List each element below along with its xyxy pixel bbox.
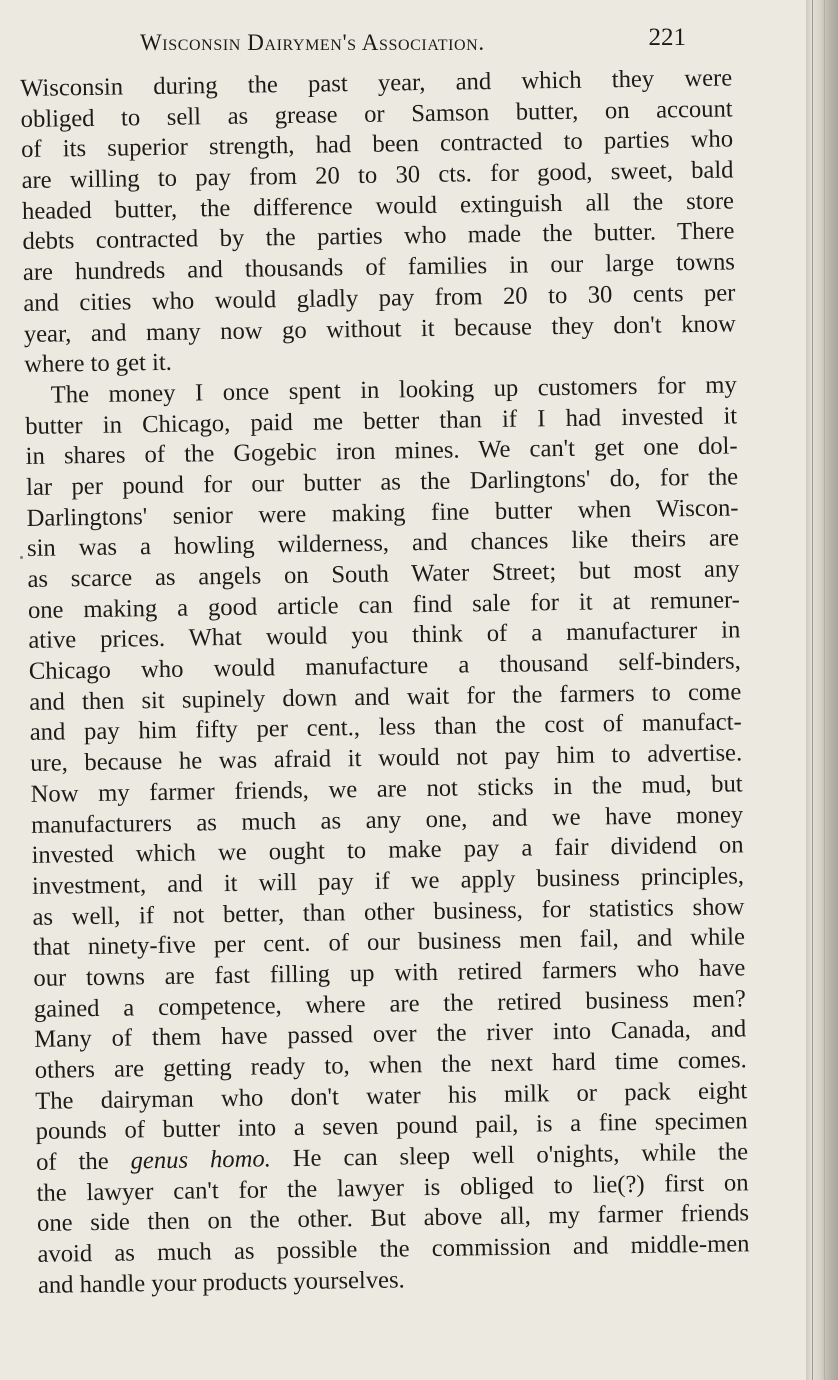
text-line: year, and many now go without it because they don't know — [23, 309, 736, 348]
text-line: in shares of the Gogebic iron mines. We can't get one dol- — [25, 432, 738, 471]
text-line: others are getting ready to, when the next hard time comes. — [34, 1046, 747, 1084]
text-line: and pay him fifty per cent., less than the cost of manufact- — [29, 708, 742, 747]
text-segment: of the — [35, 1147, 131, 1176]
text-line: manufacturers as much as any one, and we have money — [30, 800, 744, 839]
page-edge — [806, 0, 838, 1380]
text-line: butter in Chicago, paid me better than if I had invested it — [25, 401, 738, 440]
text-line: are hundreds and thousands of families in our large towns — [22, 248, 736, 287]
text-line: Many of them have passed over the river into Canada, and — [34, 1015, 747, 1054]
text-line: Darlingtons' senior were making fine butter when Wiscon- — [26, 494, 739, 532]
text-line: are willing to pay from 20 to 30 cts. for good, sweet, bald — [21, 156, 734, 195]
text-line: gained a competence, where are the retired business men? — [33, 984, 746, 1023]
text-line: pounds of butter into a seven pound pail, is a fine specimen — [35, 1107, 748, 1146]
text-line: The money I once spent in looking up customers for my — [50, 371, 737, 409]
text-line: lar per pound for our butter as the Darlingtons' do, for the — [25, 463, 739, 501]
text-line: as scarce as angels on South Water Street; but most any — [27, 555, 740, 593]
text-line: and cities who would gladly pay from 20 to 30 cents per — [23, 279, 736, 317]
text-line: of its superior strength, had been contracted to parties who — [20, 125, 734, 164]
text-line: as well, if not better, than other business, for statistics show — [32, 892, 745, 931]
text-line: headed butter, the difference would extinguish all the store — [21, 187, 735, 225]
text-line: invested which we ought to make pay a fair dividend on — [31, 831, 744, 870]
text-line: sin was a howling wilderness, and chances like theirs are — [26, 524, 740, 563]
text-line: ure, because he was afraid it would not pay him to advertise. — [30, 739, 743, 778]
text-line: where to get it. — [24, 348, 173, 379]
text-line: and handle your products yourselves. — [37, 1266, 405, 1299]
paper-speck — [20, 556, 23, 559]
text-segment: He can sleep well o'nights, while the — [270, 1138, 749, 1173]
text-line: avoid as much as possible the commission and middle-men — [37, 1230, 750, 1268]
text-line: Wisconsin during the past year, and which they were — [20, 64, 733, 102]
body-text — [20, 63, 750, 1301]
text-line: debts contracted by the parties who made the butter. There — [22, 217, 735, 256]
text-line: our towns are fast filling up with retired farmers who have — [33, 954, 746, 992]
text-line: Chicago who would manufacture a thousand self-binders, — [28, 647, 741, 685]
page-header — [140, 24, 700, 64]
page-number: 221 — [648, 24, 686, 51]
text-line: The dairyman who don't water his milk or pack eight — [35, 1077, 748, 1115]
text-line: investment, and it will pay if we apply business principles, — [31, 862, 745, 900]
text-line: ative prices. What would you think of a manufacturer in — [28, 616, 741, 655]
text-line: Now my farmer friends, we are not sticks in the mud, but — [30, 770, 743, 808]
text-line: obliged to sell as grease or Samson butter, on account — [20, 95, 733, 133]
text-line: one side then on the other. But above all, my farmer friends — [36, 1199, 750, 1238]
text-line: one making a good article can find sale for it at remuner- — [27, 586, 741, 624]
text-line: that ninety-five per cent. of our business men fail, and while — [32, 923, 746, 962]
running-head: Wisconsin Dairymen's Association. — [140, 30, 485, 55]
text-line: the lawyer can't for the lawyer is obliged to lie(?) first on — [36, 1169, 749, 1207]
text-line: and then sit supinely down and wait for the farmers to come — [29, 678, 742, 716]
italic-term: genus homo. — [130, 1145, 272, 1175]
